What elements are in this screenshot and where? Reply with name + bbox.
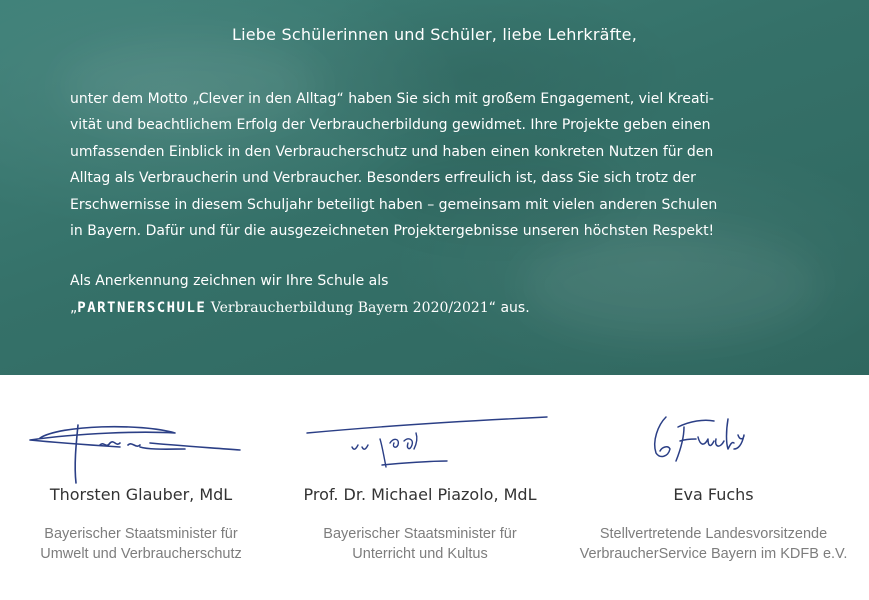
body-line: vität und beachtlichem Erfolg der Verbraucherbildung gewidmet. Ihre Projekte geben einen (70, 117, 711, 134)
signatory-fuchs (558, 375, 869, 600)
body-line: unter dem Motto „Clever in den Alltag“ haben Sie sich mit großem Engagement, viel Kreati- (70, 91, 714, 107)
role-line: Bayerischer Staatsminister für (44, 526, 238, 542)
award-open-quote: „ (70, 299, 78, 316)
role-line: Bayerischer Staatsminister für (323, 526, 517, 542)
body-line: umfassenden Einblick in den Verbraucherschutz und haben einen konkreten Nutzen für den (70, 143, 714, 160)
signatory-glauber (0, 375, 282, 600)
recognition-line: Als Anerkennung zeichnen wir Ihre Schule als (70, 273, 389, 290)
body-line: Alltag als Verbraucherin und Verbraucher. Besonders erfreulich ist, dass Sie sich trotz der (70, 170, 696, 187)
signature-glauber-icon (0, 405, 282, 485)
signatory-role (0, 524, 282, 564)
letter-greeting: Liebe Schülerinnen und Schüler, liebe Lehrkräfte, (231, 25, 637, 44)
award-partner-word: PARTNERSCHULE (77, 299, 207, 316)
signature-fuchs-icon (558, 405, 869, 485)
award-line (70, 295, 790, 321)
signatory-name: Prof. Dr. Michael Piazolo, MdL (303, 485, 537, 504)
signature-section (0, 375, 869, 600)
signatory-role (558, 524, 869, 564)
award-title: Verbraucherbildung Bayern 2020/2021 (206, 299, 489, 316)
role-line: Stellvertretende Landesvorsitzende (599, 526, 828, 542)
signatory-piazolo (282, 375, 558, 600)
signatory-name: Thorsten Glauber, MdL (49, 485, 233, 504)
body-line: in Bayern. Dafür und für die ausgezeichneten Projektergebnisse unseren höchsten Respekt! (70, 223, 715, 240)
body-line: Erschwernisse in diesem Schuljahr beteiligt haben – gemeinsam mit vielen anderen Schulen (70, 196, 718, 213)
role-line: Unterricht und Kultus (352, 546, 488, 562)
letter-body (70, 86, 790, 321)
signatory-name: Eva Fuchs (673, 485, 754, 504)
award-close: “ aus. (488, 299, 530, 316)
role-line: Umwelt und Verbraucherschutz (40, 546, 242, 562)
signature-piazolo-icon (282, 405, 558, 485)
role-line: VerbraucherService Bayern im KDFB e.V. (579, 546, 848, 562)
signatory-role (282, 524, 558, 564)
